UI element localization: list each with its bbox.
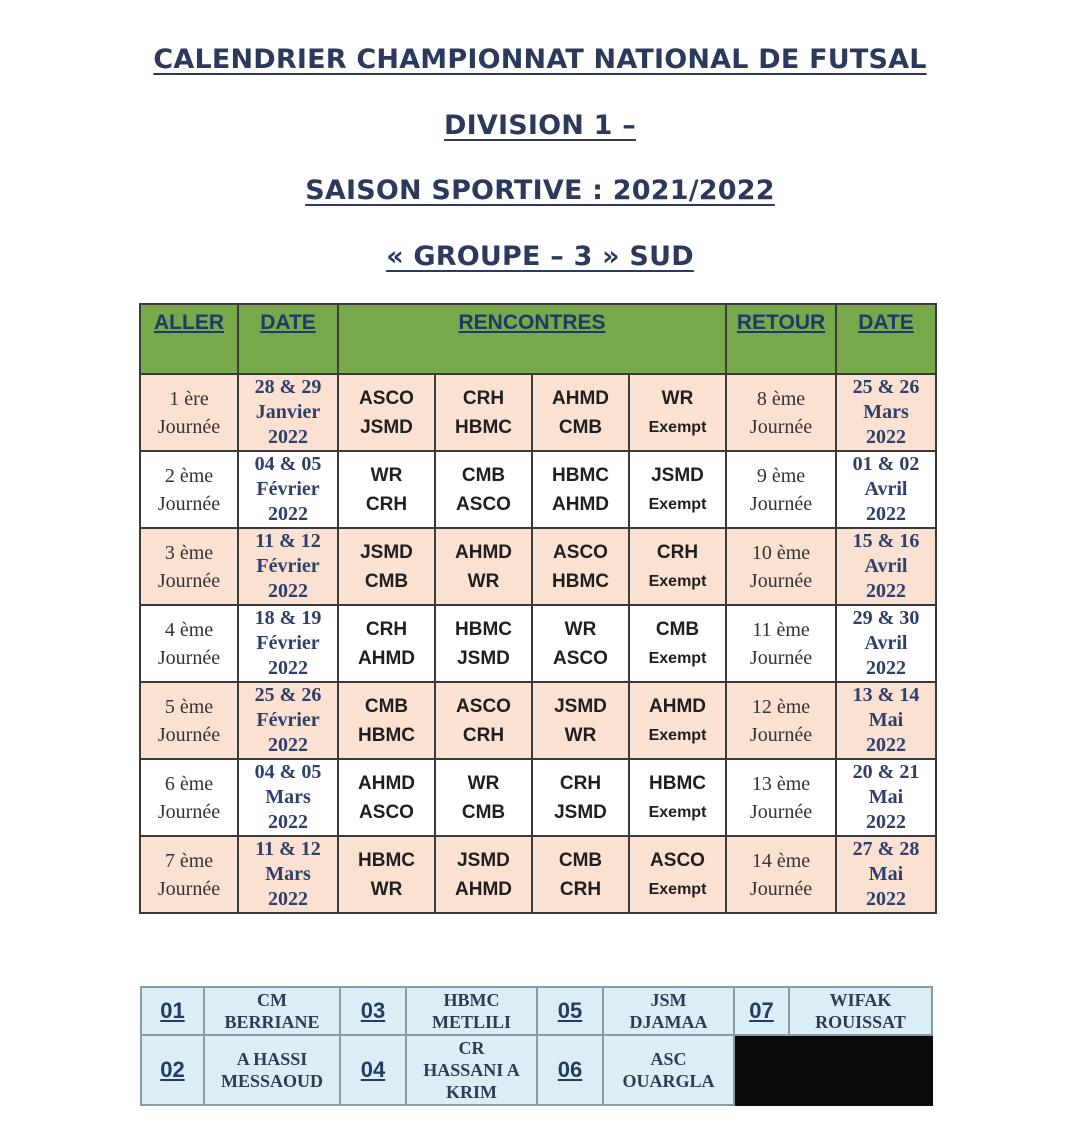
team-name: JSMD bbox=[360, 416, 413, 438]
match-cell bbox=[338, 374, 435, 451]
team-name-line: HBMC bbox=[443, 990, 500, 1010]
teams-row bbox=[141, 1035, 932, 1105]
team-name: HBMC bbox=[455, 416, 512, 438]
aller-date-cell bbox=[238, 836, 338, 913]
team-name: WR bbox=[564, 618, 597, 640]
retour-date-text: 2022 bbox=[866, 657, 907, 679]
retour-date-text: 2022 bbox=[866, 811, 907, 833]
retour-date-text: Avril bbox=[864, 632, 908, 654]
retour-journee-text: 12 ème bbox=[751, 695, 811, 718]
aller-date-cell bbox=[238, 759, 338, 836]
retour-date-cell bbox=[836, 374, 936, 451]
retour-journee-cell bbox=[726, 605, 836, 682]
table-row bbox=[140, 836, 936, 913]
team-name-line: ROUISSAT bbox=[815, 1012, 906, 1032]
match-cell bbox=[435, 605, 532, 682]
aller-journee-text: 2 ème bbox=[164, 464, 214, 487]
match-cell bbox=[532, 682, 629, 759]
team-name: AHMD bbox=[455, 541, 512, 563]
team-name: AHMD bbox=[358, 772, 415, 794]
table-row bbox=[140, 605, 936, 682]
aller-date-text: 2022 bbox=[268, 734, 308, 756]
aller-journee-cell bbox=[140, 528, 238, 605]
team-name: HBMC bbox=[358, 724, 415, 746]
team-name: CRH bbox=[656, 541, 699, 563]
match-cell bbox=[532, 374, 629, 451]
table-row bbox=[140, 374, 936, 451]
match-cell bbox=[629, 605, 726, 682]
aller-date-text: 2022 bbox=[268, 580, 308, 602]
team-name: JSMD bbox=[457, 647, 510, 669]
team-name: CRH bbox=[559, 772, 602, 794]
match-cell bbox=[435, 451, 532, 528]
aller-date-cell bbox=[238, 528, 338, 605]
retour-journee-cell bbox=[726, 528, 836, 605]
team-name: CRH bbox=[559, 878, 602, 900]
match-cell bbox=[435, 836, 532, 913]
team-full-name bbox=[204, 1035, 340, 1105]
team-name: AHMD bbox=[552, 493, 609, 515]
retour-date-text: 20 & 21 bbox=[852, 761, 920, 783]
aller-journee-cell bbox=[140, 451, 238, 528]
match-cell bbox=[532, 759, 629, 836]
retour-date-cell bbox=[836, 605, 936, 682]
aller-date-text: 2022 bbox=[268, 503, 308, 525]
exempt-label: Exempt bbox=[648, 726, 707, 744]
aller-date-text: Mars bbox=[265, 863, 311, 885]
team-name: ASCO bbox=[650, 849, 705, 871]
team-name: HBMC bbox=[358, 849, 415, 871]
team-name: CMB bbox=[364, 570, 409, 592]
exempt-label: Exempt bbox=[648, 649, 707, 667]
team-name: CMB bbox=[461, 464, 506, 486]
retour-journee-text: Journée bbox=[749, 800, 813, 823]
retour-date-text: Mai bbox=[868, 786, 904, 808]
team-name-line: DJAMAA bbox=[629, 1012, 708, 1032]
team-number: 02 bbox=[141, 1035, 204, 1105]
teams-row bbox=[141, 987, 932, 1035]
match-cell bbox=[435, 682, 532, 759]
aller-date-text: 04 & 05 bbox=[254, 761, 322, 783]
team-number: 06 bbox=[537, 1035, 603, 1105]
team-name: CRH bbox=[462, 387, 505, 409]
team-full-name bbox=[204, 987, 340, 1035]
aller-journee-text: Journée bbox=[157, 415, 221, 438]
team-name: HBMC bbox=[552, 464, 609, 486]
team-name: ASCO bbox=[359, 801, 414, 823]
team-name-line: OUARGLA bbox=[622, 1071, 715, 1091]
title-line-4: « GROUPE – 3 » SUD bbox=[386, 241, 694, 272]
aller-date-text: Février bbox=[256, 709, 320, 731]
team-name: HBMC bbox=[552, 570, 609, 592]
team-name-line: CM bbox=[257, 990, 287, 1010]
team-name: WR bbox=[564, 724, 597, 746]
retour-journee-text: 9 ème bbox=[756, 464, 806, 487]
match-cell bbox=[629, 374, 726, 451]
team-name-line: KRIM bbox=[446, 1082, 497, 1102]
aller-journee-text: Journée bbox=[157, 646, 221, 669]
aller-date-text: 11 & 12 bbox=[255, 838, 321, 860]
retour-date-cell bbox=[836, 528, 936, 605]
title-line-1: CALENDRIER CHAMPIONNAT NATIONAL DE FUTSAL bbox=[153, 44, 927, 75]
aller-date-text: 2022 bbox=[268, 426, 308, 448]
aller-journee-text: Journée bbox=[157, 492, 221, 515]
aller-journee-cell bbox=[140, 759, 238, 836]
title-line-3: SAISON SPORTIVE : 2021/2022 bbox=[305, 175, 775, 206]
retour-date-cell bbox=[836, 451, 936, 528]
retour-date-text: 29 & 30 bbox=[852, 607, 920, 629]
team-name-line: CR bbox=[458, 1038, 485, 1058]
retour-date-text: 2022 bbox=[866, 888, 907, 910]
retour-date-text: 25 & 26 bbox=[852, 376, 920, 398]
team-name: CMB bbox=[558, 416, 603, 438]
team-number: 07 bbox=[734, 987, 789, 1035]
retour-journee-text: Journée bbox=[749, 569, 813, 592]
team-number: 01 bbox=[141, 987, 204, 1035]
retour-journee-text: Journée bbox=[749, 646, 813, 669]
team-name-line: JSM bbox=[650, 990, 687, 1010]
aller-journee-cell bbox=[140, 682, 238, 759]
header-date: DATE bbox=[238, 304, 338, 374]
team-name: CMB bbox=[655, 618, 700, 640]
table-row bbox=[140, 451, 936, 528]
team-full-name bbox=[406, 987, 537, 1035]
match-cell bbox=[338, 682, 435, 759]
team-name: WR bbox=[370, 464, 403, 486]
retour-date-text: 2022 bbox=[866, 503, 907, 525]
match-cell bbox=[338, 528, 435, 605]
aller-journee-text: 7 ème bbox=[164, 849, 214, 872]
match-cell bbox=[338, 759, 435, 836]
match-cell bbox=[629, 528, 726, 605]
team-name: JSMD bbox=[651, 464, 704, 486]
aller-journee-text: 3 ème bbox=[164, 541, 214, 564]
team-name: ASCO bbox=[553, 647, 608, 669]
aller-journee-text: Journée bbox=[157, 723, 221, 746]
retour-journee-cell bbox=[726, 682, 836, 759]
team-name: ASCO bbox=[456, 493, 511, 515]
aller-journee-text: 5 ème bbox=[164, 695, 214, 718]
match-cell bbox=[532, 528, 629, 605]
retour-journee-text: Journée bbox=[749, 415, 813, 438]
aller-date-cell bbox=[238, 451, 338, 528]
team-full-name bbox=[603, 1035, 734, 1105]
team-name: HBMC bbox=[455, 618, 512, 640]
exempt-label: Exempt bbox=[648, 418, 707, 436]
header-rencontres: RENCONTRES bbox=[338, 304, 726, 374]
match-cell bbox=[338, 451, 435, 528]
team-full-name bbox=[789, 987, 932, 1035]
aller-journee-text: 6 ème bbox=[164, 772, 214, 795]
aller-date-text: Janvier bbox=[255, 401, 321, 423]
team-name-line: METLILI bbox=[431, 1012, 512, 1032]
team-number: 03 bbox=[340, 987, 406, 1035]
retour-date-text: 2022 bbox=[866, 426, 907, 448]
aller-journee-text: Journée bbox=[157, 877, 221, 900]
aller-date-text: 25 & 26 bbox=[254, 684, 322, 706]
aller-date-text: 28 & 29 bbox=[254, 376, 322, 398]
aller-date-text: 18 & 19 bbox=[254, 607, 322, 629]
team-name: JSMD bbox=[457, 849, 510, 871]
team-name-line: ASC bbox=[650, 1049, 687, 1069]
retour-date-text: 01 & 02 bbox=[852, 453, 920, 475]
table-row bbox=[140, 528, 936, 605]
match-cell bbox=[629, 451, 726, 528]
match-cell bbox=[629, 682, 726, 759]
team-name: CMB bbox=[558, 849, 603, 871]
team-name: ASCO bbox=[553, 541, 608, 563]
retour-journee-text: Journée bbox=[749, 877, 813, 900]
calendar-body bbox=[140, 374, 936, 913]
retour-date-cell bbox=[836, 759, 936, 836]
retour-journee-cell bbox=[726, 451, 836, 528]
team-name: CRH bbox=[365, 493, 408, 515]
team-name: AHMD bbox=[552, 387, 609, 409]
aller-date-text: 2022 bbox=[268, 657, 308, 679]
team-name: CMB bbox=[364, 695, 409, 717]
team-name: AHMD bbox=[358, 647, 415, 669]
team-name: WR bbox=[467, 570, 500, 592]
match-cell bbox=[629, 836, 726, 913]
team-name: AHMD bbox=[649, 695, 706, 717]
team-name: WR bbox=[467, 772, 500, 794]
team-name-line: BERRIANE bbox=[224, 1012, 320, 1032]
exempt-label: Exempt bbox=[648, 880, 707, 898]
match-cell bbox=[435, 374, 532, 451]
team-name: AHMD bbox=[455, 878, 512, 900]
exempt-label: Exempt bbox=[648, 803, 707, 821]
aller-date-cell bbox=[238, 374, 338, 451]
match-cell bbox=[532, 605, 629, 682]
aller-journee-text: Journée bbox=[157, 569, 221, 592]
retour-date-text: 2022 bbox=[866, 580, 907, 602]
team-name: HBMC bbox=[649, 772, 706, 794]
team-name: WR bbox=[370, 878, 403, 900]
aller-date-cell bbox=[238, 682, 338, 759]
aller-journee-cell bbox=[140, 836, 238, 913]
retour-date-text: Avril bbox=[864, 478, 908, 500]
match-cell bbox=[532, 836, 629, 913]
retour-date-text: Avril bbox=[864, 555, 908, 577]
match-cell bbox=[338, 836, 435, 913]
team-name: JSMD bbox=[554, 695, 607, 717]
teams-legend-table bbox=[140, 986, 933, 1106]
team-name-line: MESSAOUD bbox=[220, 1071, 323, 1091]
aller-date-text: 2022 bbox=[268, 811, 308, 833]
retour-journee-text: Journée bbox=[749, 492, 813, 515]
retour-date-cell bbox=[836, 836, 936, 913]
retour-date-text: 13 & 14 bbox=[852, 684, 920, 706]
retour-date-text: Mai bbox=[868, 709, 904, 731]
retour-date-text: Mai bbox=[868, 863, 904, 885]
exempt-label: Exempt bbox=[648, 572, 707, 590]
aller-journee-text: Journée bbox=[157, 800, 221, 823]
team-name: CRH bbox=[462, 724, 505, 746]
retour-journee-text: Journée bbox=[749, 723, 813, 746]
aller-date-text: 04 & 05 bbox=[254, 453, 322, 475]
retour-date-text: 2022 bbox=[866, 734, 907, 756]
team-name: ASCO bbox=[359, 387, 414, 409]
table-row bbox=[140, 682, 936, 759]
team-name: ASCO bbox=[456, 695, 511, 717]
team-name-line: WIFAK bbox=[829, 990, 892, 1010]
empty-black-cell bbox=[734, 1035, 932, 1105]
team-full-name bbox=[603, 987, 734, 1035]
retour-journee-text: 10 ème bbox=[751, 541, 811, 564]
retour-date-text: 27 & 28 bbox=[852, 838, 920, 860]
team-name-line: A HASSI bbox=[236, 1049, 308, 1069]
team-name-line: HASSANI A bbox=[423, 1060, 520, 1080]
team-name: JSMD bbox=[360, 541, 413, 563]
header-retour: RETOUR bbox=[726, 304, 836, 374]
match-cell bbox=[338, 605, 435, 682]
match-cell bbox=[435, 759, 532, 836]
header-aller: ALLER bbox=[140, 304, 238, 374]
match-cell bbox=[532, 451, 629, 528]
team-name: CRH bbox=[365, 618, 408, 640]
aller-date-text: 11 & 12 bbox=[255, 530, 321, 552]
title-line-2: DIVISION 1 – bbox=[444, 110, 636, 141]
aller-journee-text: 1 ère bbox=[169, 387, 209, 410]
retour-journee-cell bbox=[726, 836, 836, 913]
match-cell bbox=[629, 759, 726, 836]
aller-date-text: Mars bbox=[265, 786, 311, 808]
team-name: WR bbox=[661, 387, 694, 409]
aller-journee-text: 4 ème bbox=[164, 618, 214, 641]
retour-date-text: 15 & 16 bbox=[852, 530, 920, 552]
table-header-row bbox=[140, 304, 936, 374]
retour-journee-cell bbox=[726, 374, 836, 451]
retour-journee-text: 14 ème bbox=[751, 849, 811, 872]
match-cell bbox=[435, 528, 532, 605]
retour-journee-text: 13 ème bbox=[751, 772, 811, 795]
team-full-name bbox=[406, 1035, 537, 1105]
table-row bbox=[140, 759, 936, 836]
team-name: JSMD bbox=[554, 801, 607, 823]
aller-date-text: Février bbox=[256, 555, 320, 577]
aller-date-text: 2022 bbox=[268, 888, 308, 910]
retour-journee-cell bbox=[726, 759, 836, 836]
aller-journee-cell bbox=[140, 605, 238, 682]
team-number: 04 bbox=[340, 1035, 406, 1105]
aller-date-text: Février bbox=[256, 478, 320, 500]
aller-date-text: Février bbox=[256, 632, 320, 654]
retour-date-cell bbox=[836, 682, 936, 759]
aller-date-cell bbox=[238, 605, 338, 682]
retour-date-text: Mars bbox=[863, 401, 909, 423]
team-name: CMB bbox=[461, 801, 506, 823]
retour-journee-text: 11 ème bbox=[752, 618, 810, 641]
retour-journee-text: 8 ème bbox=[756, 387, 806, 410]
calendar-table bbox=[139, 303, 937, 914]
header-date-retour: DATE bbox=[836, 304, 936, 374]
exempt-label: Exempt bbox=[648, 495, 707, 513]
team-number: 05 bbox=[537, 987, 603, 1035]
aller-journee-cell bbox=[140, 374, 238, 451]
